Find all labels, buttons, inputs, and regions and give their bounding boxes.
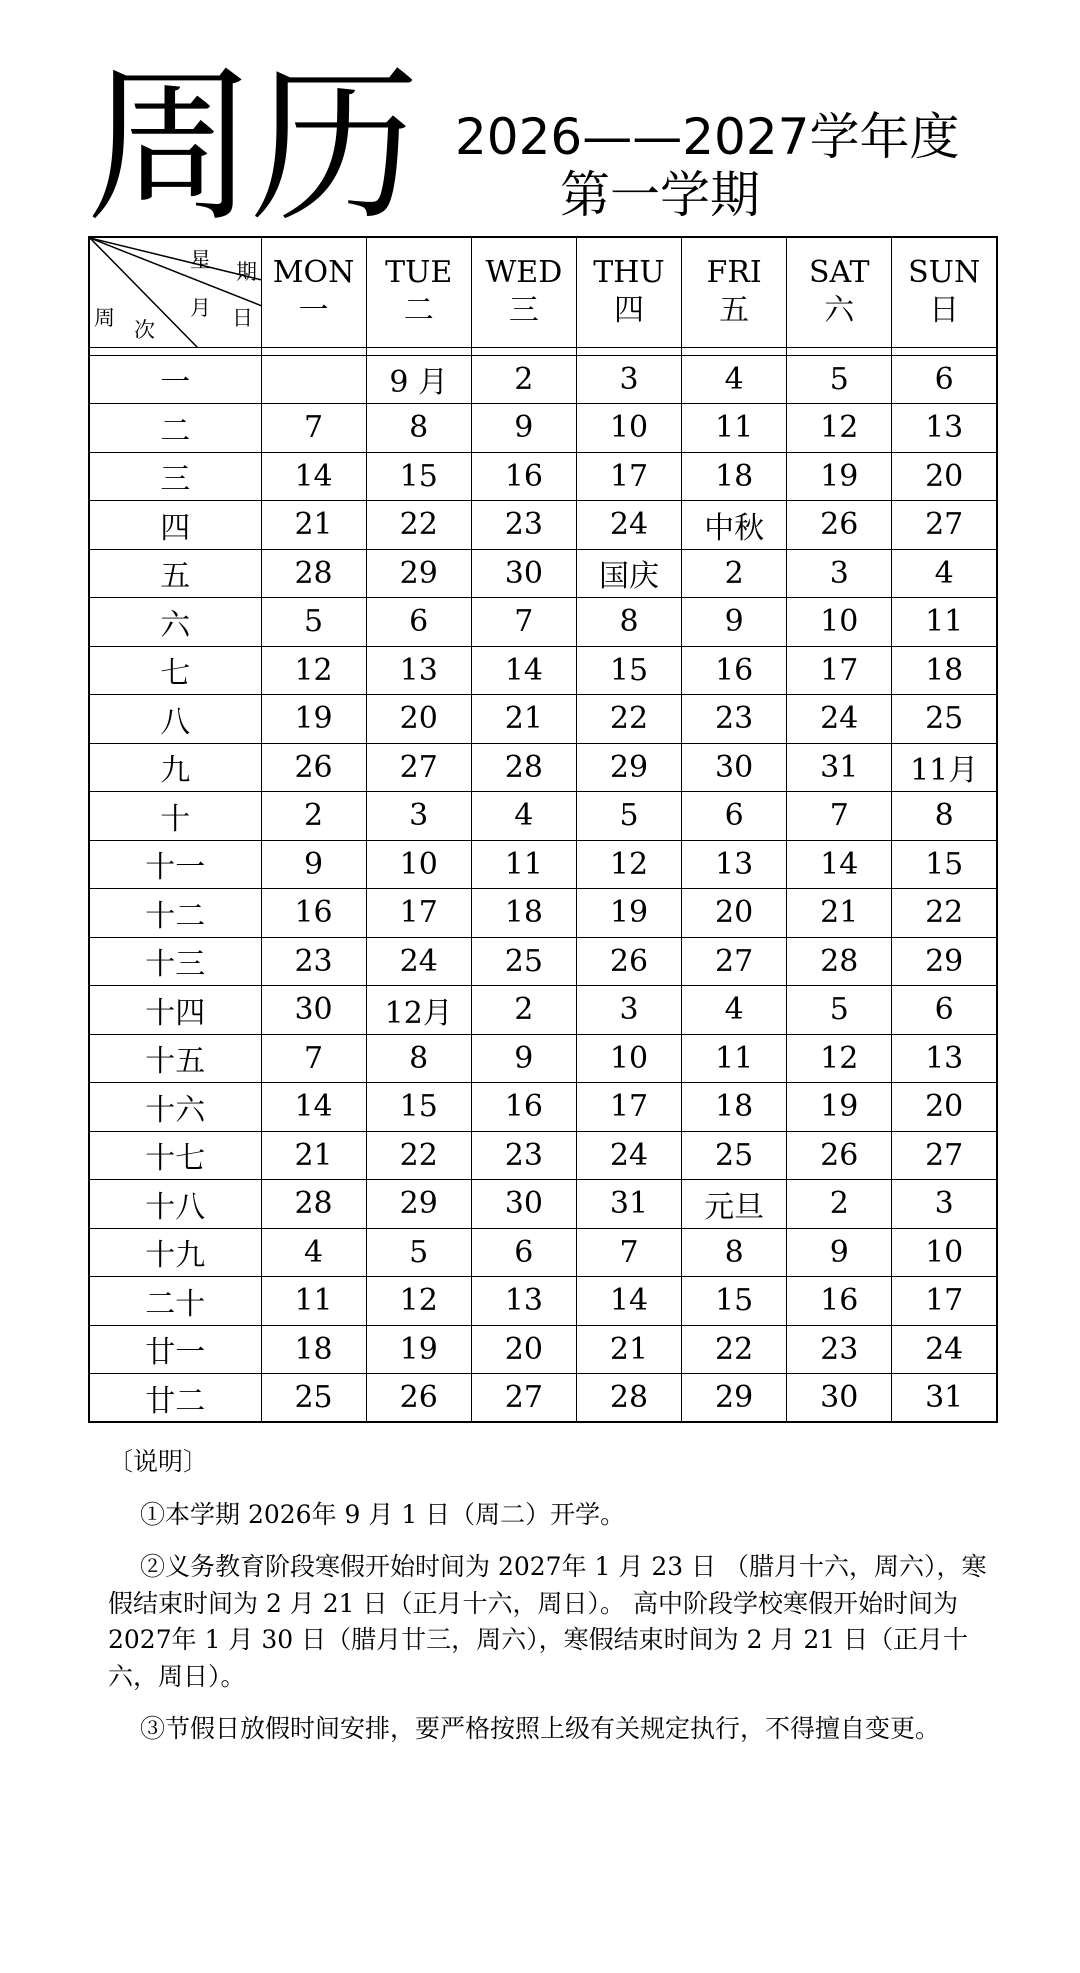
day-cell: 30: [261, 986, 366, 1035]
day-cell: 26: [366, 1374, 471, 1423]
day-cell: 31: [576, 1180, 681, 1229]
week-label: 十四: [89, 986, 261, 1035]
table-row: [89, 1180, 997, 1229]
day-cell: 4: [261, 1228, 366, 1277]
day-cell: 21: [576, 1325, 681, 1374]
day-cell: 8: [366, 1034, 471, 1083]
day-cell: 30: [471, 1180, 576, 1229]
day-cell: 27: [892, 501, 997, 550]
day-cell: 13: [366, 646, 471, 695]
day-cell: 29: [576, 743, 681, 792]
note-item-3: ③节假日放假时间安排，要严格按照上级有关规定执行，不得擅自变更。: [140, 1714, 941, 1743]
table-row: [89, 1034, 997, 1083]
day-cell: 16: [787, 1277, 892, 1326]
week-label: 十三: [89, 937, 261, 986]
day-cell: 16: [261, 889, 366, 938]
academic-year-title: 2026——2027学年度: [455, 108, 960, 166]
day-cell: 26: [787, 1131, 892, 1180]
day-cell: 6: [366, 598, 471, 647]
day-cell: 9: [261, 840, 366, 889]
day-cell: 31: [787, 743, 892, 792]
day-cell: 20: [892, 452, 997, 501]
day-cell: 12: [366, 1277, 471, 1326]
day-cell: 29: [682, 1374, 787, 1423]
day-cell: 3: [576, 355, 681, 404]
day-cell: 18: [471, 889, 576, 938]
day-cell: 22: [576, 695, 681, 744]
day-cell: 19: [787, 452, 892, 501]
day-cell: 2: [261, 792, 366, 841]
day-cell: 28: [261, 1180, 366, 1229]
day-cell: 3: [892, 1180, 997, 1229]
day-cell: 17: [576, 1083, 681, 1132]
day-cell: 11: [682, 1034, 787, 1083]
day-cell: 3: [787, 549, 892, 598]
day-cell: 12: [261, 646, 366, 695]
term-title: 第一学期: [560, 166, 760, 224]
week-label: 一: [89, 355, 261, 404]
day-cell: 6: [682, 792, 787, 841]
table-row: [89, 840, 997, 889]
table-row: [89, 695, 997, 744]
day-cell: 10: [892, 1228, 997, 1277]
day-cell: 10: [576, 404, 681, 453]
day-cell: 12月: [366, 986, 471, 1035]
day-cell: 11: [261, 1277, 366, 1326]
day-cell: 27: [366, 743, 471, 792]
day-cell: 10: [576, 1034, 681, 1083]
day-cell: 10: [787, 598, 892, 647]
day-cell: 19: [576, 889, 681, 938]
day-cell: 28: [576, 1374, 681, 1423]
week-label: 十一: [89, 840, 261, 889]
day-cell: 22: [366, 1131, 471, 1180]
header-sun: SUN 日: [892, 237, 997, 347]
day-cell: 9: [471, 404, 576, 453]
day-cell: 4: [682, 355, 787, 404]
header-spacer: [89, 347, 997, 355]
day-cell: 15: [576, 646, 681, 695]
week-label: 六: [89, 598, 261, 647]
day-cell: 22: [682, 1325, 787, 1374]
header-fri: FRI 五: [682, 237, 787, 347]
day-cell: 24: [366, 937, 471, 986]
day-cell: 7: [787, 792, 892, 841]
week-label: 二: [89, 404, 261, 453]
table-row: [89, 986, 997, 1035]
day-cell: 25: [892, 695, 997, 744]
week-label: 廿二: [89, 1374, 261, 1423]
day-cell: 15: [682, 1277, 787, 1326]
day-cell: 9: [787, 1228, 892, 1277]
day-cell: 5: [366, 1228, 471, 1277]
day-cell: 28: [787, 937, 892, 986]
day-cell: 14: [261, 1083, 366, 1132]
day-cell: 31: [892, 1374, 997, 1423]
day-cell: 17: [366, 889, 471, 938]
day-cell: 6: [892, 355, 997, 404]
day-cell: 17: [787, 646, 892, 695]
day-cell: 29: [892, 937, 997, 986]
day-cell: 元旦: [682, 1180, 787, 1229]
day-cell: 7: [471, 598, 576, 647]
day-cell: 21: [261, 501, 366, 550]
day-cell: 19: [261, 695, 366, 744]
day-cell: 15: [892, 840, 997, 889]
day-cell: 11月: [892, 743, 997, 792]
day-cell: 25: [682, 1131, 787, 1180]
day-cell: 18: [682, 452, 787, 501]
day-cell: 23: [682, 695, 787, 744]
day-cell: 国庆: [576, 549, 681, 598]
week-label: 十六: [89, 1083, 261, 1132]
day-cell: 24: [892, 1325, 997, 1374]
day-cell: 8: [576, 598, 681, 647]
day-cell: [261, 355, 366, 404]
day-cell: 14: [471, 646, 576, 695]
week-calendar-table: [88, 236, 998, 1423]
day-cell: 29: [366, 549, 471, 598]
week-label: 四: [89, 501, 261, 550]
week-label: 三: [89, 452, 261, 501]
day-cell: 10: [366, 840, 471, 889]
week-label: 七: [89, 646, 261, 695]
day-cell: 4: [892, 549, 997, 598]
table-row: [89, 743, 997, 792]
day-cell: 13: [892, 404, 997, 453]
week-label: 十二: [89, 889, 261, 938]
day-cell: 11: [682, 404, 787, 453]
day-cell: 15: [366, 452, 471, 501]
day-cell: 25: [471, 937, 576, 986]
day-cell: 24: [787, 695, 892, 744]
day-cell: 13: [471, 1277, 576, 1326]
day-cell: 5: [787, 986, 892, 1035]
day-cell: 21: [471, 695, 576, 744]
day-cell: 2: [682, 549, 787, 598]
day-cell: 2: [471, 986, 576, 1035]
corner-label-yue: 月: [190, 296, 211, 320]
day-cell: 22: [892, 889, 997, 938]
day-cell: 18: [892, 646, 997, 695]
note-item-1: ①本学期 2026年 9 月 1 日（周二）开学。: [140, 1499, 626, 1529]
day-cell: 18: [682, 1083, 787, 1132]
day-cell: 16: [471, 452, 576, 501]
notes-heading: 〔说明〕: [108, 1447, 209, 1476]
day-cell: 20: [471, 1325, 576, 1374]
day-cell: 21: [787, 889, 892, 938]
day-cell: 3: [576, 986, 681, 1035]
corner-cell: [89, 237, 261, 347]
corner-label-zhou: 周: [94, 306, 115, 330]
table-row: [89, 1131, 997, 1180]
day-cell: 18: [261, 1325, 366, 1374]
day-cell: 28: [261, 549, 366, 598]
week-label: 十八: [89, 1180, 261, 1229]
day-cell: 14: [576, 1277, 681, 1326]
day-cell: 30: [787, 1374, 892, 1423]
day-cell: 9: [682, 598, 787, 647]
week-label: 十五: [89, 1034, 261, 1083]
day-cell: 5: [261, 598, 366, 647]
table-row: [89, 549, 997, 598]
table-row: [89, 937, 997, 986]
day-cell: 15: [366, 1083, 471, 1132]
table-row: [89, 501, 997, 550]
day-cell: 6: [892, 986, 997, 1035]
header-row: [89, 237, 997, 347]
day-cell: 23: [261, 937, 366, 986]
day-cell: 19: [787, 1083, 892, 1132]
day-cell: 24: [576, 1131, 681, 1180]
day-cell: 28: [471, 743, 576, 792]
day-cell: 16: [682, 646, 787, 695]
day-cell: 16: [471, 1083, 576, 1132]
day-cell: 中秋: [682, 501, 787, 550]
week-label: 八: [89, 695, 261, 744]
corner-label-xing: 星: [190, 248, 211, 272]
day-cell: 25: [261, 1374, 366, 1423]
day-cell: 26: [576, 937, 681, 986]
table-row: [89, 1083, 997, 1132]
day-cell: 9: [471, 1034, 576, 1083]
table-row: [89, 1228, 997, 1277]
day-cell: 5: [576, 792, 681, 841]
day-cell: 24: [576, 501, 681, 550]
day-cell: 27: [682, 937, 787, 986]
header-sat: SAT 六: [787, 237, 892, 347]
day-cell: 7: [261, 404, 366, 453]
day-cell: 20: [366, 695, 471, 744]
week-label: 廿一: [89, 1325, 261, 1374]
header-wed: WED 三: [471, 237, 576, 347]
week-label: 十九: [89, 1228, 261, 1277]
corner-label-ri: 日: [232, 306, 253, 330]
day-cell: 9 月: [366, 355, 471, 404]
day-cell: 7: [261, 1034, 366, 1083]
day-cell: 27: [471, 1374, 576, 1423]
day-cell: 5: [787, 355, 892, 404]
table-row: [89, 598, 997, 647]
day-cell: 12: [787, 404, 892, 453]
day-cell: 8: [366, 404, 471, 453]
day-cell: 20: [892, 1083, 997, 1132]
day-cell: 30: [682, 743, 787, 792]
day-cell: 12: [787, 1034, 892, 1083]
header-thu: THU 四: [576, 237, 681, 347]
day-cell: 23: [787, 1325, 892, 1374]
day-cell: 11: [471, 840, 576, 889]
week-label: 二十: [89, 1277, 261, 1326]
day-cell: 13: [682, 840, 787, 889]
header-tue: TUE 二: [366, 237, 471, 347]
day-cell: 7: [576, 1228, 681, 1277]
week-label: 五: [89, 549, 261, 598]
day-cell: 11: [892, 598, 997, 647]
corner-label-ci: 次: [134, 318, 155, 342]
week-label: 十七: [89, 1131, 261, 1180]
day-cell: 12: [576, 840, 681, 889]
table-row: [89, 1277, 997, 1326]
day-cell: 29: [366, 1180, 471, 1229]
table-row: [89, 1374, 997, 1423]
table-row: [89, 452, 997, 501]
table-row: [89, 1325, 997, 1374]
day-cell: 6: [471, 1228, 576, 1277]
table-row: [89, 646, 997, 695]
day-cell: 17: [576, 452, 681, 501]
day-cell: 8: [682, 1228, 787, 1277]
corner-label-qi: 期: [236, 260, 257, 284]
day-cell: 19: [366, 1325, 471, 1374]
table-row: [89, 355, 997, 404]
table-row: [89, 792, 997, 841]
page-title: 周历: [86, 48, 415, 246]
header-mon: MON 一: [261, 237, 366, 347]
table-row: [89, 889, 997, 938]
day-cell: 26: [261, 743, 366, 792]
day-cell: 8: [892, 792, 997, 841]
week-label: 十: [89, 792, 261, 841]
day-cell: 26: [787, 501, 892, 550]
table-row: [89, 404, 997, 453]
day-cell: 21: [261, 1131, 366, 1180]
day-cell: 14: [787, 840, 892, 889]
day-cell: 4: [682, 986, 787, 1035]
day-cell: 3: [366, 792, 471, 841]
day-cell: 2: [471, 355, 576, 404]
day-cell: 13: [892, 1034, 997, 1083]
notes-section: [108, 1444, 988, 1764]
day-cell: 17: [892, 1277, 997, 1326]
day-cell: 4: [471, 792, 576, 841]
day-cell: 2: [787, 1180, 892, 1229]
day-cell: 23: [471, 501, 576, 550]
day-cell: 30: [471, 549, 576, 598]
day-cell: 14: [261, 452, 366, 501]
day-cell: 23: [471, 1131, 576, 1180]
week-label: 九: [89, 743, 261, 792]
day-cell: 27: [892, 1131, 997, 1180]
day-cell: 20: [682, 889, 787, 938]
note-item-2: ②义务教育阶段寒假开始时间为 2027年 1 月 23 日 （腊月十六，周六），寒假结束时间为 2 月 21 日（正月十六，周日）。 高中阶段学校寒假开始时间为 2027年 1 月 30 日（腊月廿三，周六），寒假结束时间为 2 月 21 日（正月十六，周日）。: [108, 1552, 987, 1691]
day-cell: 22: [366, 501, 471, 550]
